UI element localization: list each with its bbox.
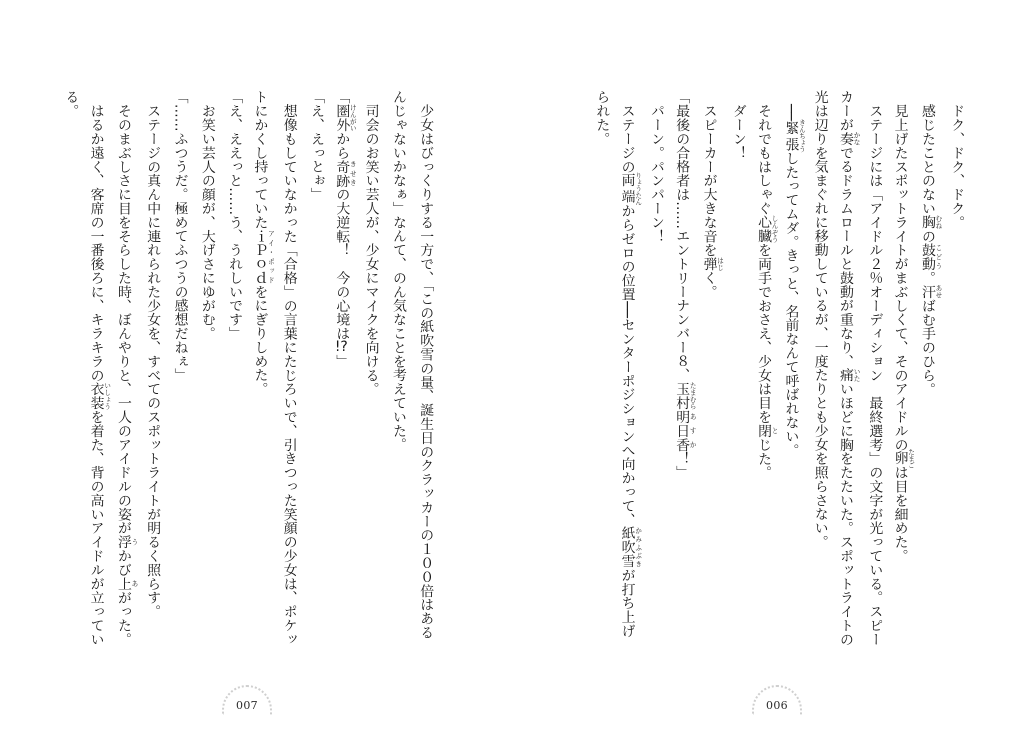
furigana: きんちょう <box>797 119 806 153</box>
page-number: 007 <box>236 699 258 712</box>
vertical-text-block <box>56 90 438 665</box>
ruby-word <box>755 215 779 243</box>
text-column <box>805 90 832 660</box>
text-run: 「え、ええっと……う、うれしいです」 <box>226 90 243 341</box>
furigana: あせ <box>933 284 942 299</box>
ruby-base: 明日香 <box>673 409 690 452</box>
text-column <box>111 90 138 660</box>
ruby-word <box>782 119 806 153</box>
ruby-base: 胸 <box>918 215 935 229</box>
furigana: あ <box>129 576 138 591</box>
ruby-base: 弾 <box>700 256 717 271</box>
ruby-word <box>114 534 138 549</box>
furigana: たまむら <box>688 381 697 410</box>
text-run: は目を細めた。 <box>891 465 908 563</box>
text-run: でるドラムロールと鼓動が重なり、 <box>837 145 853 369</box>
page-number: 006 <box>766 699 788 712</box>
text-run: 。 <box>918 270 935 285</box>
ruby-word <box>891 448 915 469</box>
text-column <box>696 90 723 660</box>
ruby-base: 鼓動 <box>918 242 935 271</box>
text-run: 見上げたスポットライトがまぶしくて、そのアイドルの <box>891 103 908 452</box>
ruby-base: 玉村 <box>673 381 690 410</box>
page-footer <box>222 685 272 725</box>
text-run: の <box>918 229 935 243</box>
vertical-text-block <box>587 90 969 665</box>
text-run: る。 <box>62 90 79 118</box>
ruby-base: 心臓 <box>755 215 772 243</box>
text-run: を両手でおさえ、少女は目を <box>755 242 772 424</box>
ruby-base: 閉 <box>755 423 772 438</box>
ruby-base: 汗 <box>918 284 935 299</box>
ruby-word <box>837 368 860 382</box>
text-run: の大逆転！ 今の心境は <box>333 187 350 341</box>
ruby-word <box>673 381 697 410</box>
text-run: んじゃないかなぁ」なんて、のん気なことを考えていた。 <box>389 90 406 452</box>
ruby-base: 奇跡 <box>333 159 350 188</box>
ruby-base: 圏外 <box>333 103 350 132</box>
ruby-word <box>618 526 642 569</box>
ruby-base: 卵 <box>891 448 908 469</box>
text-run: が打ち上げ <box>618 568 635 638</box>
text-column <box>193 90 220 660</box>
ruby-word <box>333 103 357 132</box>
furigana: むね <box>933 215 942 229</box>
ruby-word <box>618 172 642 206</box>
text-run: お笑い芸人の顔が、大げさにゆがむ。 <box>198 103 215 341</box>
text-column <box>411 90 438 660</box>
page-footer <box>752 685 802 725</box>
text-run: ステージには「アイドル２％オーディション 最終選考」の文字が光っている。スピー <box>866 103 883 646</box>
text-run: 「 <box>333 90 350 104</box>
text-column <box>384 90 411 660</box>
text-column <box>751 90 778 660</box>
text-run: ばむ手のひら。 <box>918 298 935 396</box>
text-column <box>778 90 805 660</box>
text-column <box>915 90 942 660</box>
ruby-base: 緊張 <box>782 119 799 153</box>
ruby-base: 両端 <box>618 172 635 206</box>
furigana: はじ <box>715 256 724 271</box>
ruby-word <box>673 409 697 452</box>
text-run: ステージの真ん中に連れられた少女を、すべてのスポットライトが明るく照らす。 <box>144 103 161 619</box>
ruby-word <box>918 242 942 271</box>
ruby-word <box>114 576 138 591</box>
text-run: したってムダ。きっと、名前なんて呼ばれない。 <box>782 151 799 457</box>
furigana: いしょう <box>102 381 111 410</box>
furigana: しんぞう <box>770 215 779 243</box>
text-column <box>887 90 914 660</box>
text-run: ！」 <box>673 451 690 480</box>
furigana: かみふぶき <box>633 526 642 569</box>
text-run: がった。 <box>114 590 131 647</box>
text-run: それでもはしゃぐ <box>755 103 772 216</box>
text-column <box>329 90 356 660</box>
ruby-word <box>837 131 860 146</box>
text-run: ステージの <box>618 103 635 174</box>
text-run: そのまぶしさに目をそらした時、ぼんやりと、一人のアイドルの姿が <box>114 103 131 535</box>
text-run: 感じたことのない <box>918 103 935 216</box>
furigana: こどう <box>933 242 942 271</box>
text-column <box>860 90 887 660</box>
furigana: アイ・ポッド <box>266 229 275 285</box>
furigana: かな <box>852 131 860 146</box>
ruby-word <box>700 256 724 271</box>
text-run: 光は辺りを気まぐれに移動しているが、一度たりとも少女を照らさない。 <box>811 90 828 549</box>
text-run: 「え、えっとぉ」 <box>308 90 324 202</box>
text-run: られた。 <box>593 90 610 146</box>
ruby-word <box>87 381 111 410</box>
text-column <box>83 90 110 660</box>
text-column <box>669 90 696 660</box>
text-column <box>302 90 329 660</box>
ruby-word <box>333 159 357 188</box>
text-run: 司会のお笑い芸人が、少女にマイクを向ける。 <box>362 103 379 396</box>
text-run: かび <box>114 548 131 577</box>
text-run: ドク、ドク、ドク。 <box>948 103 965 229</box>
text-run: はるか遠く、客席の一番後ろに、キラキラの <box>87 103 104 382</box>
ruby-base: 奏 <box>837 131 853 146</box>
text-run: から <box>333 131 350 160</box>
text-run: じた。 <box>755 437 772 480</box>
text-run: カーが <box>837 90 853 132</box>
furigana: りょうたん <box>633 172 642 206</box>
ruby-base: 上 <box>114 576 131 591</box>
text-run: いほどに胸をたたいた。スポットライトの <box>837 381 853 647</box>
text-run: をにぎりしめた。 <box>251 284 268 396</box>
furigana: けんがい <box>348 103 357 132</box>
text-column <box>356 90 383 660</box>
text-run: パーン。パンパーン！ <box>647 103 664 243</box>
text-run: く。 <box>700 270 717 299</box>
ruby-base: 衣装 <box>87 381 104 410</box>
text-run: スピーカーが大きな音を <box>700 103 717 257</box>
text-column <box>614 90 641 660</box>
text-run: 想像もしていなかった「合格」の言葉にたじろいで、引きつった笑顔の少女は、ポケッ <box>280 103 297 646</box>
text-run: 少女はびっくりする一方で、「この紙吹雪の量、誕生日のクラッカーの１００倍はある <box>417 103 434 640</box>
text-column <box>724 90 751 660</box>
furigana: たまご <box>906 448 915 469</box>
text-column <box>942 90 969 660</box>
text-column <box>247 90 274 660</box>
text-run: を着た、背の高いアイドルが立ってい <box>87 409 104 647</box>
text-column <box>642 90 669 660</box>
ruby-base: 浮 <box>114 534 131 549</box>
tate-chu-yoko-text: !? <box>334 340 348 355</box>
text-column <box>138 90 165 660</box>
furigana: いた <box>852 368 860 382</box>
ruby-base: ｉＰｏｄ <box>251 229 268 285</box>
text-column <box>165 90 192 660</box>
text-column <box>587 90 614 660</box>
text-run: トにかくし持っていた <box>251 90 268 229</box>
text-run: 」 <box>333 354 350 369</box>
ruby-word <box>251 229 275 285</box>
text-run: 「最後の合格者は……エントリーナンバー８、 <box>673 90 690 382</box>
text-run: ダーン！ <box>729 103 746 160</box>
ruby-word <box>918 284 942 299</box>
furigana: う <box>129 534 138 549</box>
text-run: 「……ふつうだ。極めてふつうの感想だねぇ」 <box>171 90 188 382</box>
text-run: からゼロの位置──センターポジションへ向かって、 <box>618 203 635 527</box>
furigana: あすか <box>688 409 697 452</box>
ruby-base: 痛 <box>837 368 853 382</box>
furigana: きせき <box>348 159 357 188</box>
right-page <box>512 0 1024 752</box>
text-column <box>220 90 247 660</box>
text-run: ── <box>782 103 799 121</box>
text-column <box>56 90 83 660</box>
text-column <box>833 90 860 660</box>
ruby-base: 紙吹雪 <box>618 526 635 569</box>
ruby-word <box>918 215 942 229</box>
ruby-word <box>755 423 779 438</box>
furigana: と <box>770 423 779 438</box>
text-column <box>274 90 301 660</box>
